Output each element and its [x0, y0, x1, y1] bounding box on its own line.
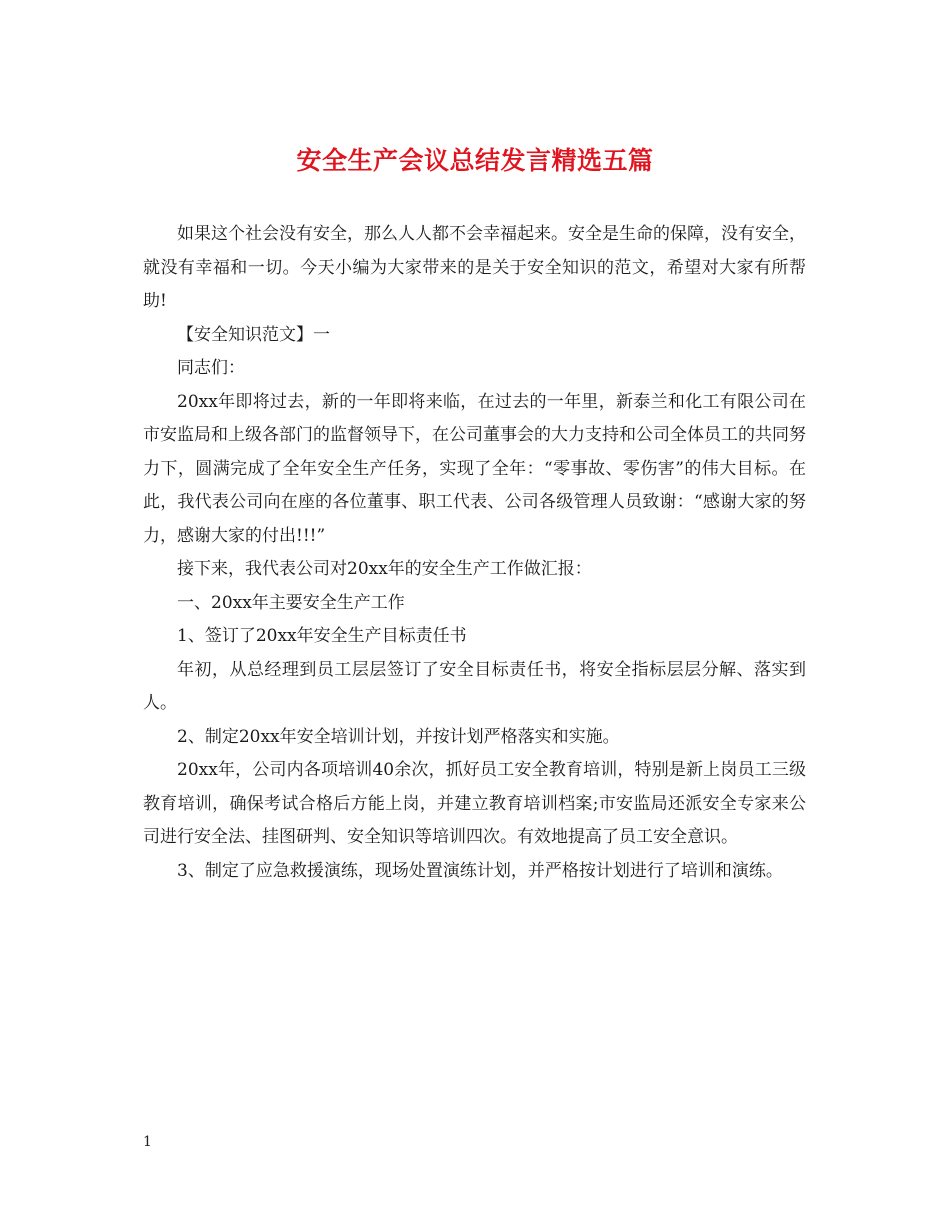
page-number: 1	[143, 1134, 152, 1150]
paragraph-intro: 如果这个社会没有安全，那么人人都不会幸福起来。安全是生命的保障，没有安全，就没有幸福和一切。今天小编为大家带来的是关于安全知识的范文，希望对大家有所帮助!	[143, 224, 806, 311]
document-title: 安全生产会议总结发言精选五篇	[296, 146, 654, 175]
paragraph-report-intro: 接下来，我代表公司对20xx年的安全生产工作做汇报：	[177, 559, 592, 579]
paragraph-section-heading: 【安全知识范文】一	[177, 324, 330, 345]
paragraph-heading-main-work: 一、20xx年主要安全生产工作	[177, 592, 405, 613]
paragraph-item-3: 3、制定了应急救援演练，现场处置演练计划，并严格按计划进行了培训和演练。	[177, 860, 783, 881]
paragraph-summary: 20xx年即将过去，新的一年即将来临，在过去的一年里，新泰兰和化工有限公司在市安监局和上级各部门的监督领导下，在公司董事会的大力支持和公司全体员工的共同努力下，圆满完成了全年安全生产任务，实现了全年：“零事故、零伤害”的伟大目标。在此，我代表公司向在座的各位董事、职工代表、公司各级管理人员致谢：“感谢大家的努力，感谢大家的付出!!!”	[143, 391, 806, 546]
paragraph-item-2-detail: 20xx年，公司内各项培训40余次，抓好员工安全教育培训，特别是新上岗员工三级教育培训，确保考试合格后方能上岗，并建立教育培训档案;市安监局还派安全专家来公司进行安全法、挂图研判、安全知识等培训四次。有效地提高了员工安全意识。	[143, 760, 806, 847]
paragraph-salutation: 同志们：	[177, 358, 245, 378]
paragraph-item-2: 2、制定20xx年安全培训计划，并按计划严格落实和实施。	[177, 726, 620, 747]
paragraph-item-1: 1、签订了20xx年安全生产目标责任书	[177, 626, 467, 646]
paragraph-item-1-detail: 年初，从总经理到员工层层签订了安全目标责任书，将安全指标层层分解、落实到人。	[143, 659, 806, 713]
document-body	[143, 218, 806, 888]
